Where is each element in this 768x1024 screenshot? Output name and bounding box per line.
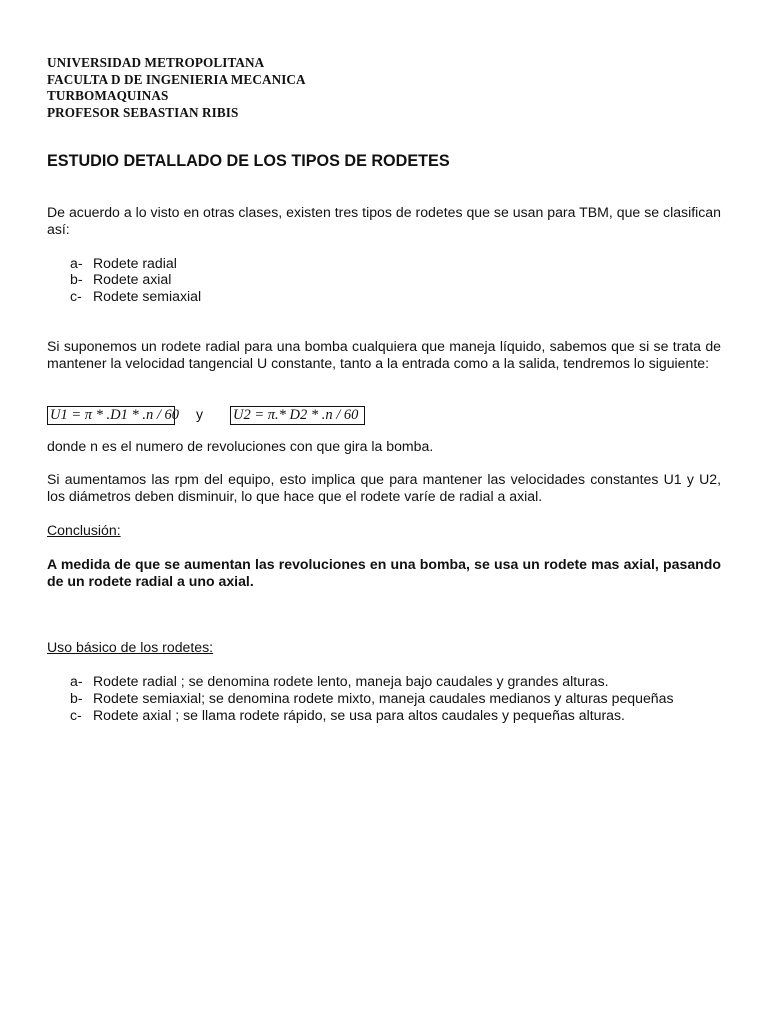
list-item-text: Rodete semiaxial bbox=[93, 288, 202, 305]
university-name: UNIVERSIDAD METROPOLITANA bbox=[47, 55, 265, 70]
document-title: ESTUDIO DETALLADO DE LOS TIPOS DE RODETES bbox=[47, 152, 450, 170]
document-page bbox=[47, 55, 721, 724]
list-item bbox=[47, 255, 721, 272]
formula-row bbox=[47, 406, 721, 426]
list-item-text: Rodete axial bbox=[93, 271, 172, 288]
intro-paragraph: De acuerdo a lo visto en otras clases, existen tres tipos de rodetes que se usan para TBM, que se clasifican así: bbox=[47, 204, 721, 237]
list-marker: b- bbox=[70, 271, 83, 288]
professor-name: PROFESOR SEBASTIAN RIBIS bbox=[47, 104, 239, 120]
list-item bbox=[47, 288, 721, 305]
list-marker: a- bbox=[70, 254, 83, 271]
conclusion-heading: Conclusión: bbox=[47, 521, 121, 538]
list-marker: b- bbox=[70, 689, 83, 706]
list-item bbox=[47, 271, 721, 288]
list-item-text: Rodete radial bbox=[93, 254, 177, 271]
formula-u2: U2 = π.* D2 * .n / 60 bbox=[230, 406, 365, 425]
conclusion-paragraph: A medida de que se aumentan las revoluciones en una bomba, se usa un rodete mas axial, pasando de un rodete radial a uno axial. bbox=[47, 555, 721, 589]
list-item-text: Rodete semiaxial; se denomina rodete mixto, maneja caudales medianos y alturas pequeñas bbox=[93, 689, 674, 706]
list-item-text: Rodete radial ; se denomina rodete lento, maneja bajo caudales y grandes alturas. bbox=[93, 673, 609, 690]
list-marker: a- bbox=[70, 673, 83, 690]
list-item bbox=[47, 707, 721, 724]
rodete-uses-list bbox=[47, 673, 721, 723]
list-item-text: Rodete axial ; se llama rodete rápido, se usa para altos caudales y pequeñas alturas. bbox=[93, 706, 625, 723]
radial-rodete-paragraph: Si suponemos un rodete radial para una bomba cualquiera que maneja líquido, sabemos que si se trata de mantener la velocidad tangencial U constante, tanto a la entrada como a la salida, tendremos lo siguiente: bbox=[47, 337, 721, 371]
rodete-types-list bbox=[47, 255, 721, 305]
list-marker: c- bbox=[70, 706, 82, 723]
formula-u1: U1 = π * .D1 * .n / 60 bbox=[47, 406, 175, 425]
list-item bbox=[47, 673, 721, 690]
list-marker: c- bbox=[70, 288, 82, 305]
faculty-name: FACULTA D DE INGENIERIA MECANICA bbox=[47, 71, 306, 87]
list-item bbox=[47, 690, 721, 707]
definition-paragraph: donde n es el numero de revoluciones con que gira la bomba. bbox=[47, 437, 434, 454]
uses-heading: Uso básico de los rodetes: bbox=[47, 639, 214, 656]
course-name: TURBOMAQUINAS bbox=[47, 88, 169, 103]
formula-connector: y bbox=[196, 405, 204, 422]
rpm-paragraph: Si aumentamos las rpm del equipo, esto implica que para mantener las velocidades constantes U1 y U2, los diámetros deben disminuir, lo que hace que el rodete varíe de radial a axial. bbox=[47, 471, 721, 505]
document-header bbox=[47, 55, 721, 121]
